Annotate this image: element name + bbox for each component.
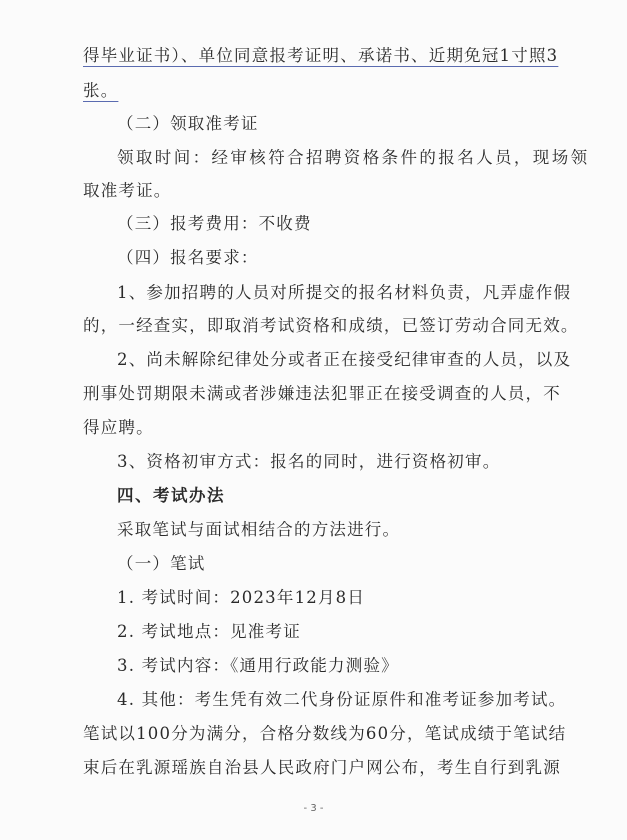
body-line: 得毕业证书）、单位同意报考证明、承诺书、近期免冠1寸照3	[83, 46, 559, 65]
body-line: 取准考证。	[83, 181, 172, 200]
body-line: 采取笔试与面试相结合的方法进行。	[117, 520, 401, 539]
body-line: 得应聘。	[83, 418, 154, 437]
body-line: 2、尚未解除纪律处分或者正在接受纪律审查的人员，以及	[117, 350, 572, 369]
list-item: 4. 其他：考生凭有效二代身份证原件和准考证参加考试。	[117, 690, 567, 709]
subsection-heading: （二）领取准考证	[117, 114, 259, 133]
subsection-heading: （四）报名要求：	[117, 248, 259, 267]
subsection-heading: （三）报考费用：不收费	[117, 214, 312, 233]
subsection-heading: （一）笔试	[117, 554, 206, 573]
section-heading: 四、考试办法	[117, 486, 225, 505]
body-line: 束后在乳源瑶族自治县人民政府门户网公布，考生自行到乳源	[83, 758, 561, 777]
body-line: 张。	[83, 81, 119, 100]
body-line: 领取时间：经审核符合招聘资格条件的报名人员，现场领	[117, 148, 590, 167]
list-item: 2. 考试地点：见准考证	[117, 622, 301, 641]
list-item: 1. 考试时间：2023年12月8日	[117, 588, 366, 607]
body-line: 笔试以100分为满分，合格分数线为60分，笔试成绩于笔试结	[83, 724, 567, 743]
body-line: 的，一经查实，即取消考试资格和成绩，已签订劳动合同无效。	[83, 316, 579, 335]
body-line: 1、参加招聘的人员对所提交的报名材料负责，凡弄虚作假	[117, 283, 572, 302]
page-number: - 3 -	[303, 803, 324, 814]
body-line: 刑事处罚期限未满或者涉嫌违法犯罪正在接受调查的人员，不	[83, 384, 561, 403]
body-line: 3、资格初审方式：报名的同时，进行资格初审。	[117, 452, 501, 471]
list-item: 3. 考试内容：《通用行政能力测验》	[117, 656, 399, 675]
